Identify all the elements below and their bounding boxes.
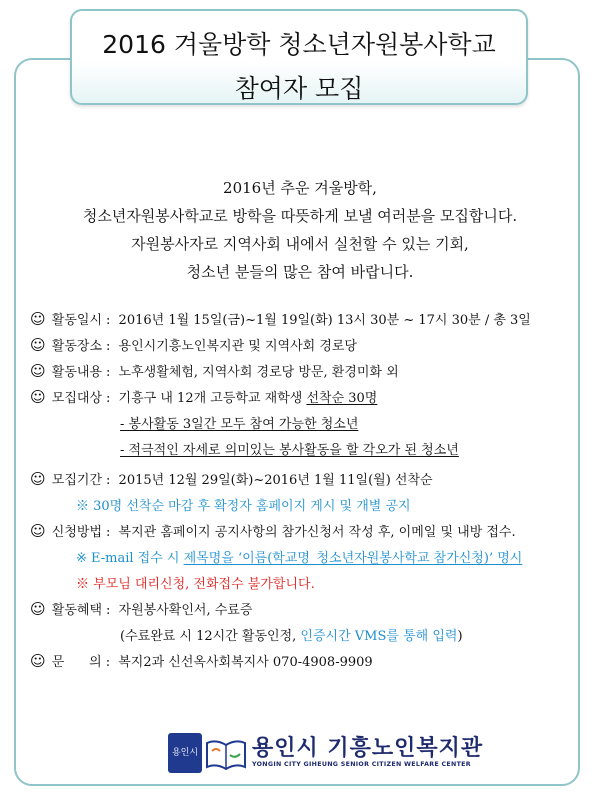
- benefit-sub-vms: 인증시간 VMS를 통해 입력: [300, 629, 458, 644]
- intro-line: 청소년 분들의 많은 참여 바랍니다.: [186, 263, 414, 281]
- list-item-benefit: ☺ 활동혜택 : 자원봉사확인서, 수료증: [30, 600, 253, 618]
- intro-line: 자원봉사자로 지역사회 내에서 실천할 수 있는 기회,: [131, 235, 469, 253]
- benefit-sub: [120, 625, 463, 644]
- intro-text: [0, 174, 600, 286]
- benefit-sub-prefix: (수료완료 시 12시간 활동인정,: [120, 629, 301, 644]
- smiley-icon: ☺: [30, 336, 46, 354]
- item-label: 모집대상: [51, 391, 103, 406]
- item-value: 복지관 홈페이지 공지사항의 참가신청서 작성 후, 이메일 및 내방 접수.: [118, 525, 516, 540]
- target-sub2: - 적극적인 자세로 의미있는 봉사활동을 할 각오가 된 청소년: [120, 443, 459, 458]
- list-item-period: ☺ 활동일시 : 2016년 1월 15일(금)~1월 19일(화) 13시 30분 ~ 17시 30분 / 총 3일: [30, 310, 531, 328]
- logo-badge: 용인시: [168, 733, 202, 773]
- recruit-note: ※ 30명 선착순 마감 후 확정자 홈페이지 게시 및 개별 공지: [76, 499, 411, 514]
- item-label: 문 의: [51, 655, 102, 670]
- list-item-apply: ☺ 신청방법 : 복지관 홈페이지 공지사항의 참가신청서 작성 후, 이메일 및 내방 접수.: [30, 522, 516, 540]
- apply-warning: ※ 부모님 대리신청, 전화접수 불가합니다.: [76, 577, 315, 592]
- item-value: 2015년 12월 29일(화)~2016년 1월 11일(월) 선착순: [118, 473, 433, 488]
- list-item-content: ☺ 활동내용 : 노후생활체험, 지역사회 경로당 방문, 환경미화 외: [30, 362, 399, 380]
- item-label: 활동내용: [51, 365, 103, 380]
- list-item-target: ☺ 모집대상 : 기흥구 내 12개 고등학교 재학생 선착순 30명: [30, 388, 378, 406]
- apply-note-prefix: ※ E-mail 접수 시: [76, 551, 184, 566]
- item-value: 용인시기흥노인복지관 및 지역사회 경로당: [118, 339, 357, 354]
- intro-line: 청소년자원봉사학교로 방학을 따뜻하게 보낼 여러분을 모집합니다.: [82, 207, 518, 225]
- title-box: [70, 9, 528, 105]
- smiley-icon: ☺: [30, 652, 46, 670]
- item-label: 모집기간: [51, 473, 103, 488]
- item-value: 기흥구 내 12개 고등학교 재학생: [118, 391, 307, 406]
- item-label: 활동장소: [51, 339, 103, 354]
- item-value: 복지2과 신선옥사회복지사 070-4908-9909: [118, 655, 373, 670]
- smiley-icon: ☺: [30, 522, 46, 540]
- item-value: 노후생활체험, 지역사회 경로당 방문, 환경미화 외: [118, 365, 399, 380]
- smiley-icon: ☺: [30, 310, 46, 328]
- smiley-icon: ☺: [30, 600, 46, 618]
- item-value: 자원봉사확인서, 수료증: [118, 603, 253, 618]
- target-sub1: - 봉사활동 3일간 모두 참여 가능한 청소년: [120, 417, 359, 432]
- logo-name: 용인시 기흥노인복지관: [252, 736, 484, 761]
- list-item-place: ☺ 활동장소 : 용인시기흥노인복지관 및 지역사회 경로당: [30, 336, 357, 354]
- logo-english-name: YONGIN CITY GIHEUNG SENIOR CITIZEN WELFARE CENTER: [252, 761, 471, 768]
- apply-note: [76, 547, 522, 566]
- open-book-icon: [204, 733, 248, 773]
- page-subtitle: 참여자 모집: [234, 74, 364, 103]
- item-label: 활동일시: [51, 313, 103, 328]
- smiley-icon: ☺: [30, 388, 46, 406]
- list-item-recruit: ☺ 모집기간 : 2015년 12월 29일(화)~2016년 1월 11일(월) 선착순: [30, 470, 433, 488]
- list-item-contact: ☺ 문 의 : 복지2과 신선옥사회복지사 070-4908-9909: [30, 652, 373, 670]
- item-label: 활동혜택: [51, 603, 103, 618]
- item-value: 2016년 1월 15일(금)~1월 19일(화) 13시 30분 ~ 17시 30분 / 총 3일: [118, 313, 531, 328]
- intro-line: 2016년 추운 겨울방학,: [223, 179, 377, 197]
- item-label: 신청방법: [51, 525, 103, 540]
- benefit-sub-suffix: ): [457, 629, 463, 644]
- smiley-icon: ☺: [30, 470, 46, 488]
- page-title: 2016 겨울방학 청소년자원봉사학교: [102, 30, 496, 59]
- item-value-highlight: 선착순 30명: [306, 391, 378, 406]
- welfare-center-logo: [168, 731, 484, 783]
- smiley-icon: ☺: [30, 362, 46, 380]
- apply-note-subject: 제목명을 ‘이름(학교명_청소년자원봉사학교 참가신청)’ 명시: [183, 551, 523, 566]
